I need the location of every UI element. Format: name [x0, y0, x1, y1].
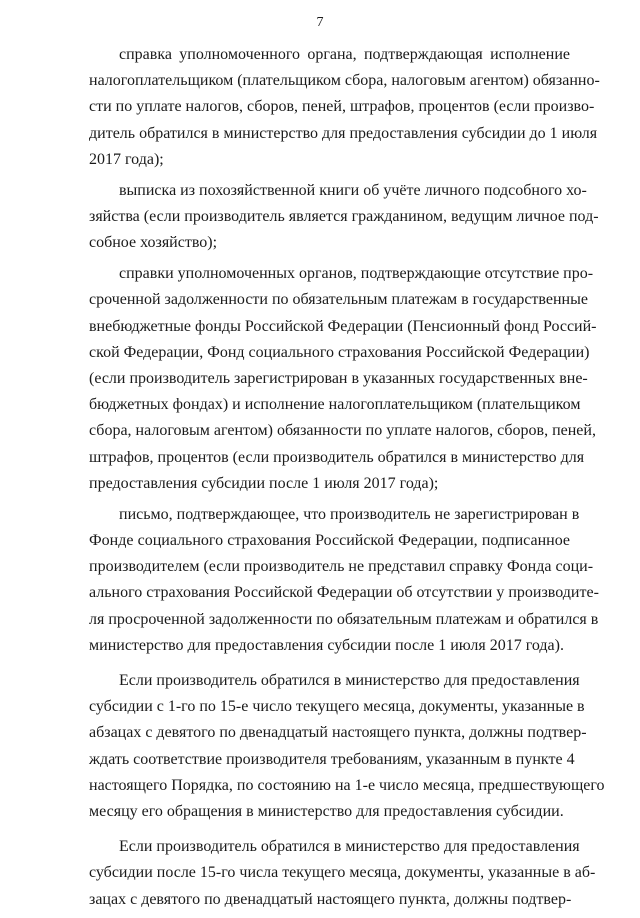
text-line: сбора, налоговым агентом) обязанности по уплате налогов, сборов, пеней, — [89, 422, 596, 440]
text-line: выписка из похозяйственной книги об учёте личного подсобного хо- — [119, 181, 587, 199]
text-line: Если производитель обратился в министерство для предоставления — [119, 672, 580, 690]
text-line: зяйства (если производитель является гражданином, ведущим личное под- — [89, 208, 599, 226]
paragraph-after-15th — [89, 834, 596, 913]
text-line: 2017 года); — [89, 150, 164, 168]
text-line: субсидии с 1-го по 15-е число текущего месяца, документы, указанные в — [89, 698, 585, 716]
text-line: месяцу его обращения в министерство для предоставления субсидии. — [89, 803, 564, 821]
text-line: предоставления субсидии после 1 июля 2017 года); — [89, 474, 439, 492]
text-line: (если производитель зарегистрирован в указанных государственных вне- — [89, 370, 588, 388]
text-line: ждать соответствие производителя требованиям, указанным в пункте 4 — [89, 750, 575, 768]
text-line: справка уполномоченного органа, подтверждающая исполнение — [119, 46, 570, 63]
text-line: субсидии после 15-го числа текущего месяца, документы, указанные в аб- — [89, 864, 596, 882]
text-line: Фонде социального страхования Российской Федерации, подписанное — [89, 532, 570, 550]
paragraph-household-extract — [89, 178, 599, 257]
text-line: дитель обратился в министерство для предоставления субсидии до 1 июля — [89, 124, 598, 142]
text-line: внебюджетные фонды Российской Федерации (Пенсионный фонд Россий- — [89, 317, 597, 335]
text-line: сти по уплате налогов, сборов, пеней, штрафов, процентов (если произво- — [89, 98, 595, 116]
text-line: министерство для предоставления субсидии после 1 июля 2017 года). — [89, 636, 564, 654]
text-line: зацах с девятого по двенадцатый настоящего пункта, должны подтвер- — [89, 890, 572, 908]
text-line: Если производитель обратился в министерство для предоставления — [119, 838, 580, 856]
text-line: ля просроченной задолженности по обязательным платежам и обратился в — [89, 610, 599, 628]
text-line: налогоплательщиком (плательщиком сбора, налоговым агентом) обязанно- — [89, 72, 600, 90]
paragraph-confirmation-letter — [89, 502, 599, 659]
document-body — [89, 42, 605, 918]
text-line: бюджетных фондах) и исполнение налогоплательщиком (плательщиком — [89, 396, 581, 414]
text-line: абзацах с девятого по двенадцатый настоящего пункта, должны подтвер- — [89, 724, 587, 742]
page-number: 7 — [316, 15, 324, 30]
text-line: настоящего Порядка, по состоянию на 1-е число месяца, предшествующего — [89, 776, 605, 794]
text-line: письмо, подтверждающее, что производитель не зарегистрирован в — [119, 505, 580, 523]
text-line: производителем (если производитель не представил справку Фонда соци- — [89, 558, 594, 576]
paragraph-tax-certificate — [89, 42, 600, 173]
text-line: сроченной задолженности по обязательным платежам в государственные — [89, 291, 588, 309]
text-line: ской Федерации, Фонд социального страхования Российской Федерации) — [89, 343, 590, 361]
text-line: штрафов, процентов (если производитель обратился в министерство для — [89, 448, 585, 466]
text-line: справки уполномоченных органов, подтверждающие отсутствие про- — [119, 265, 594, 283]
paragraph-funds-certificates — [89, 261, 597, 497]
paragraph-before-15th — [89, 668, 605, 825]
text-line: собное хозяйство); — [89, 234, 218, 252]
text-line: ального страхования Российской Федерации об отсутствии у производите- — [89, 584, 599, 602]
